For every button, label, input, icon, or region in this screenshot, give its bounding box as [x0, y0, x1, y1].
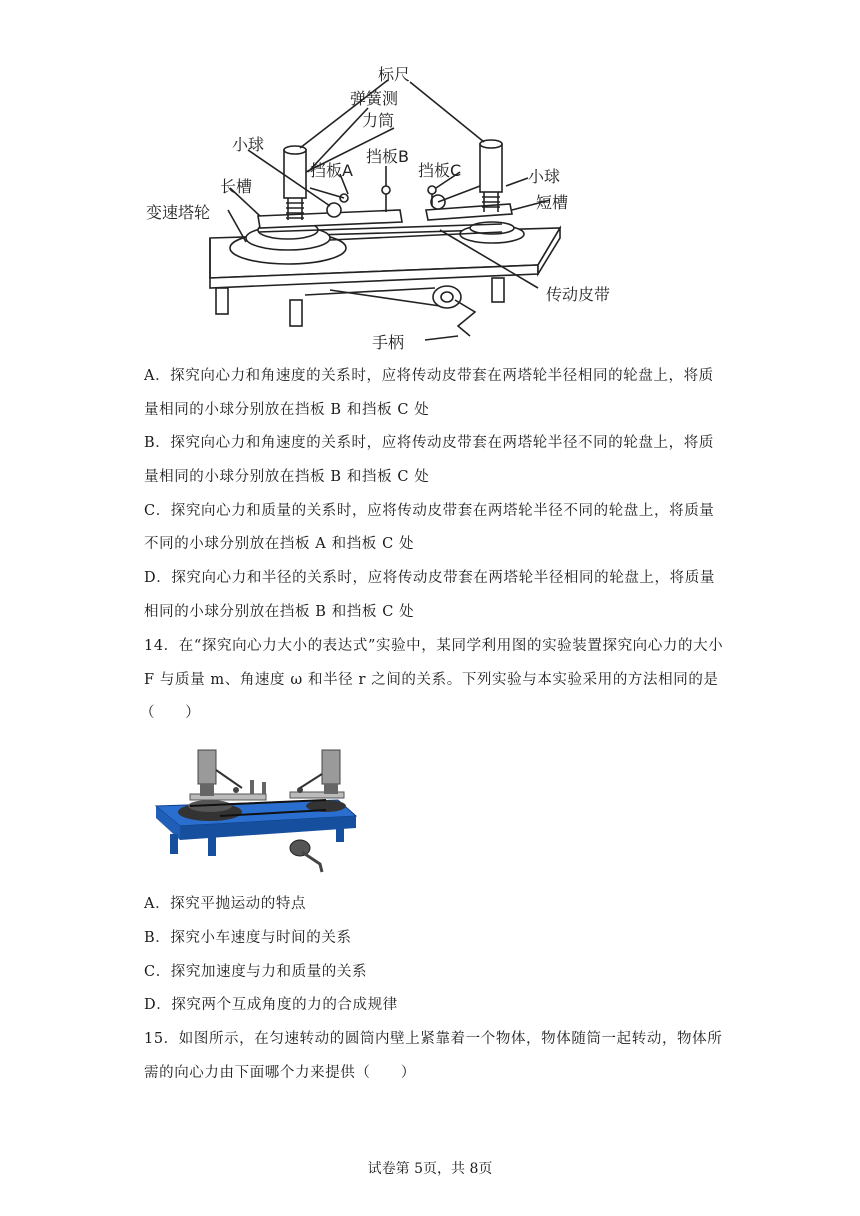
q14-stem-line1: 14．在“探究向心力大小的表达式”实验中，某同学利用图的实验装置探究向心力的大小 — [144, 638, 724, 654]
q13-option-b-line1: B．探究向心力和角速度的关系时，应将传动皮带套在两塔轮半径不同的轮盘上，将质 — [144, 435, 714, 451]
apparatus-photo — [150, 744, 364, 884]
label-spring-meter-2: 力筒 — [362, 111, 395, 130]
q13-option-c-line2: 不同的小球分别放在挡板 A 和挡板 C 处 — [144, 536, 415, 552]
label-short-groove: 短槽 — [536, 193, 569, 212]
label-belt: 传动皮带 — [546, 285, 611, 304]
q13-option-a-line2: 量相同的小球分别放在挡板 B 和挡板 C 处 — [144, 402, 430, 418]
q14-option-d: D．探究两个互成角度的力的合成规律 — [144, 997, 398, 1013]
q14-answer-blank: （ ） — [140, 705, 201, 721]
q15-stem-line2: 需的向心力由下面哪个力来提供（ ） — [144, 1065, 416, 1081]
q14-option-a: A．探究平抛运动的特点 — [144, 896, 307, 912]
label-ball-left: 小球 — [232, 135, 265, 154]
label-handle: 手柄 — [372, 333, 405, 352]
label-baffle-a: 挡板A — [310, 161, 353, 180]
q13-option-d-line2: 相同的小球分别放在挡板 B 和挡板 C 处 — [144, 604, 415, 620]
label-ruler: 标尺 — [378, 65, 411, 84]
q14-option-c: C．探究加速度与力和质量的关系 — [144, 964, 368, 980]
label-baffle-b: 挡板B — [366, 147, 409, 166]
label-baffle-c: 挡板C — [418, 161, 462, 180]
page-footer: 试卷第 5页，共 8页 — [367, 1161, 493, 1177]
label-spring-meter-1: 弹簧测 — [350, 89, 399, 108]
q14-option-b: B．探究小车速度与时间的关系 — [144, 930, 352, 946]
q14-stem-line2: F 与质量 m、角速度 ω 和半径 r 之间的关系。下列实验与本实验采用的方法相同的是 — [144, 672, 719, 688]
q13-option-c-line1: C．探究向心力和质量的关系时，应将传动皮带套在两塔轮半径不同的轮盘上，将质量 — [144, 503, 715, 519]
q13-option-a-line1: A．探究向心力和角速度的关系时，应将传动皮带套在两塔轮半径相同的轮盘上，将质 — [144, 368, 714, 384]
label-ball-right: 小球 — [528, 167, 561, 186]
apparatus-diagram — [140, 60, 660, 360]
q13-option-b-line2: 量相同的小球分别放在挡板 B 和挡板 C 处 — [144, 469, 430, 485]
q15-stem-line1: 15．如图所示，在匀速转动的圆筒内壁上紧靠着一个物体，物体随筒一起转动，物体所 — [144, 1031, 723, 1047]
label-pulley: 变速塔轮 — [146, 203, 211, 222]
q13-option-d-line1: D．探究向心力和半径的关系时，应将传动皮带套在两塔轮半径相同的轮盘上，将质量 — [144, 570, 715, 586]
label-long-groove: 长槽 — [220, 177, 253, 196]
